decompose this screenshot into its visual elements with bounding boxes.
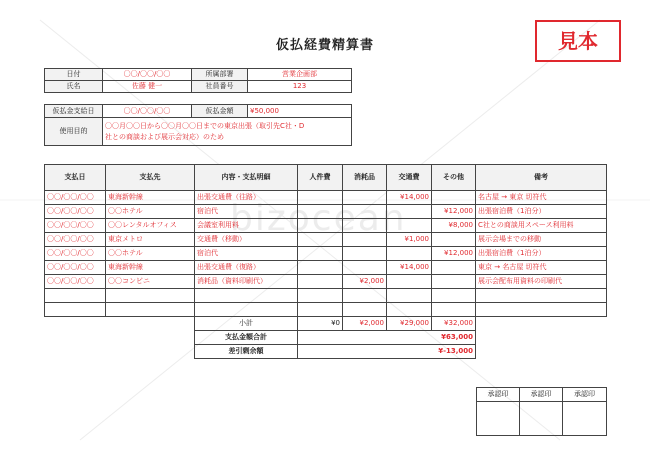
row-date: 〇〇/〇〇/〇〇 [45,261,106,275]
col-header-date: 支払日 [45,165,106,191]
row-payee: 〇〇レンタルオフィス [106,219,195,233]
row-transport: ¥14,000 [387,261,432,275]
row-note: 出張宿泊費（1泊分） [476,247,607,261]
row-date: 〇〇/〇〇/〇〇 [45,247,106,261]
purpose-line-2: 社との商談および展示会対応）のため [105,132,224,141]
row-detail: 交通費（移動） [195,233,298,247]
dept-value: 営業企画部 [248,69,352,81]
empty-row [45,303,607,317]
subtotal-labor: ¥0 [298,317,343,331]
subtotal-supplies: ¥2,000 [343,317,387,331]
sample-stamp: 見本 [535,20,621,62]
date-value: 〇〇/〇〇/〇〇 [103,69,192,81]
row-supplies [343,247,387,261]
subtotal-transport: ¥29,000 [387,317,432,331]
row-date: 〇〇/〇〇/〇〇 [45,233,106,247]
paydate-value: 〇〇/〇〇/〇〇 [103,105,192,118]
row-labor [298,233,343,247]
row-detail: 宿泊代 [195,247,298,261]
expense-row [45,219,607,233]
expense-row [45,205,607,219]
amount-label: 仮払金額 [192,105,248,118]
row-other: ¥8,000 [432,219,476,233]
row-labor [298,261,343,275]
amount-value: ¥50,000 [248,105,352,118]
total-row [45,331,607,345]
col-header-labor: 人件費 [298,165,343,191]
row-other: ¥12,000 [432,205,476,219]
balance-value: ¥-13,000 [298,345,476,359]
row-note: 名古屋 → 東京 切符代 [476,191,607,205]
row-note: 東京 → 名古屋 切符代 [476,261,607,275]
info-table [44,68,352,93]
row-note: 展示会場までの移動 [476,233,607,247]
subtotal-other: ¥32,000 [432,317,476,331]
col-header-transport: 交通費 [387,165,432,191]
row-labor [298,191,343,205]
row-labor [298,275,343,289]
row-other: ¥12,000 [432,247,476,261]
row-supplies [343,261,387,275]
expense-header-row [45,165,607,191]
balance-label: 差引剰余額 [195,345,298,359]
row-detail: 宿泊代 [195,205,298,219]
empno-label: 社員番号 [192,81,248,93]
row-transport [387,247,432,261]
purpose-value [103,118,352,146]
row-labor [298,219,343,233]
row-note: 展示会配布用資料の印刷代 [476,275,607,289]
watermark-text: bizocean [230,198,407,239]
row-payee: 東海新幹線 [106,191,195,205]
expense-table [44,164,607,359]
approval-label-1: 承認印 [477,388,520,402]
expense-row [45,275,607,289]
col-header-payee: 支払先 [106,165,195,191]
row-transport [387,205,432,219]
dept-label: 所属部署 [192,69,248,81]
row-payee: 〇〇コンビニ [106,275,195,289]
row-payee: 東京メトロ [106,233,195,247]
col-header-other: その他 [432,165,476,191]
document-title: 仮払経費精算書 [275,38,374,53]
row-other [432,191,476,205]
row-detail: 会議室利用料 [195,219,298,233]
name-label: 氏名 [45,81,103,93]
subtotal-row [45,317,607,331]
empty-row [45,289,607,303]
row-supplies [343,219,387,233]
row-transport [387,219,432,233]
col-header-note: 備考 [476,165,607,191]
row-other [432,275,476,289]
row-supplies: ¥2,000 [343,275,387,289]
row-transport: ¥14,000 [387,191,432,205]
row-labor [298,205,343,219]
row-detail: 出張交通費（往路） [195,191,298,205]
row-labor [298,247,343,261]
row-other [432,233,476,247]
name-value: 佐藤 健一 [103,81,192,93]
row-transport [387,275,432,289]
subtotal-label: 小計 [195,317,298,331]
row-date: 〇〇/〇〇/〇〇 [45,191,106,205]
expense-row [45,261,607,275]
balance-row [45,345,607,359]
row-detail: 出張交通費（復路） [195,261,298,275]
row-date: 〇〇/〇〇/〇〇 [45,219,106,233]
approval-stamp-box-2[interactable] [520,402,563,436]
row-other [432,261,476,275]
row-payee: 〇〇ホテル [106,205,195,219]
row-note: 出張宿泊費（1泊分） [476,205,607,219]
advance-table [44,104,352,146]
row-payee: 〇〇ホテル [106,247,195,261]
col-header-detail: 内容・支払明細 [195,165,298,191]
expense-row [45,247,607,261]
row-supplies [343,233,387,247]
approval-stamp-box-1[interactable] [477,402,520,436]
approval-label-2: 承認印 [520,388,563,402]
total-value: ¥63,000 [298,331,476,345]
purpose-label: 使用目的 [45,118,103,146]
total-label: 支払金額合計 [195,331,298,345]
row-supplies [343,191,387,205]
paydate-label: 仮払金支給日 [45,105,103,118]
row-note: C社との商談用スペース利用料 [476,219,607,233]
approval-label-3: 承認印 [563,388,607,402]
purpose-line-1: 〇〇月〇〇日から〇〇月〇〇日までの東京出張（取引先C社・D [105,122,305,130]
approval-table [476,387,607,436]
expense-row [45,233,607,247]
row-transport: ¥1,000 [387,233,432,247]
col-header-supplies: 消耗品 [343,165,387,191]
row-supplies [343,205,387,219]
date-label: 日付 [45,69,103,81]
approval-stamp-box-3[interactable] [563,402,607,436]
row-date: 〇〇/〇〇/〇〇 [45,275,106,289]
empno-value: 123 [248,81,352,93]
expense-row [45,191,607,205]
row-detail: 消耗品（資料印刷代） [195,275,298,289]
row-date: 〇〇/〇〇/〇〇 [45,205,106,219]
row-payee: 東海新幹線 [106,261,195,275]
